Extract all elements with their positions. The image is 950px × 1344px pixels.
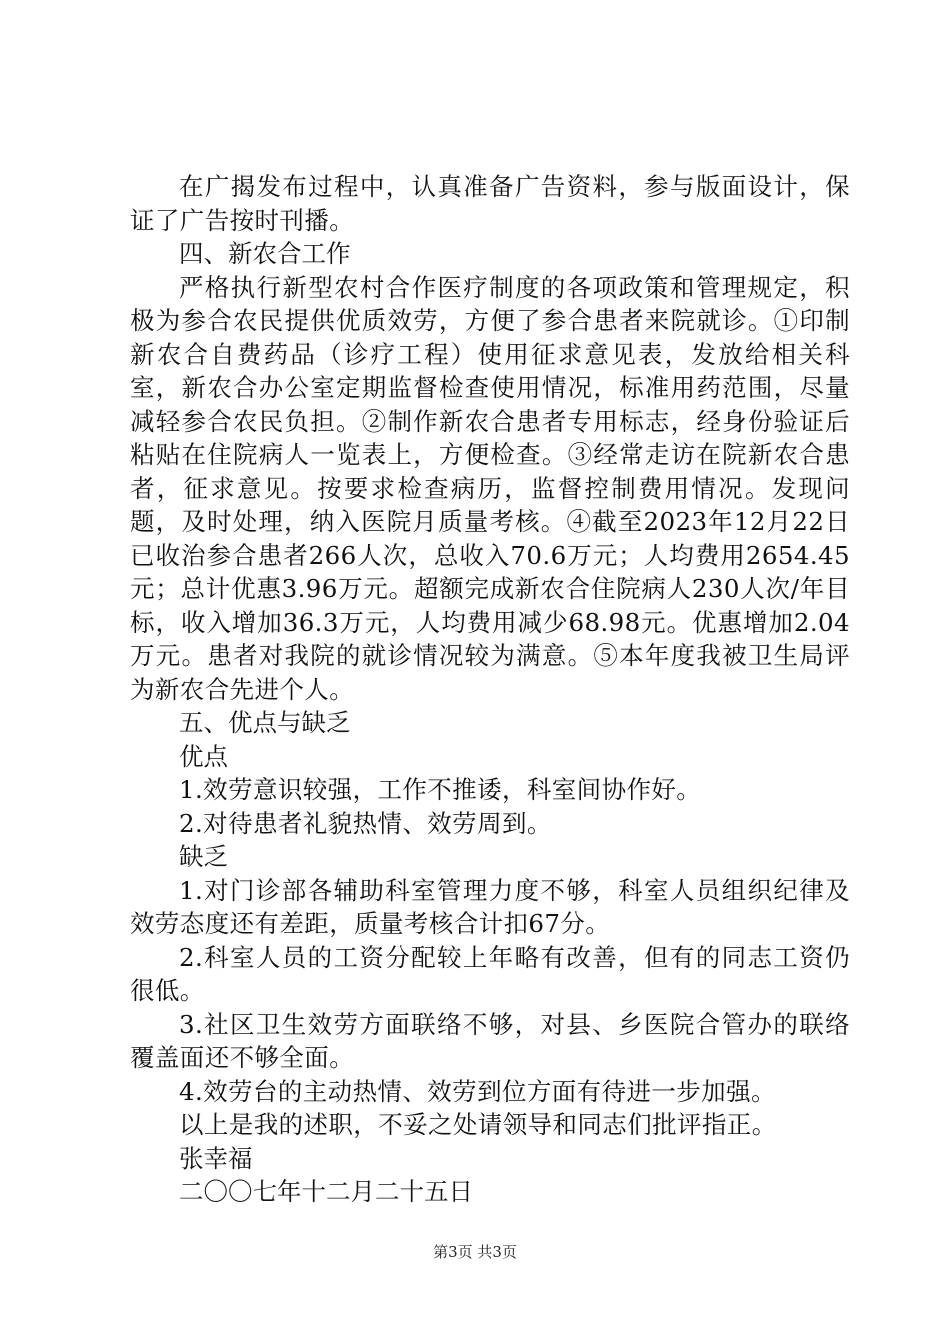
signature-date: 二〇〇七年十二月二十五日 bbox=[179, 1177, 473, 1206]
signature-name: 张幸福 bbox=[179, 1143, 253, 1173]
paragraph-ad-publishing: 在广揭发布过程中，认真准备广告资料，参与版面设计，保证了广告按时刊播。 bbox=[130, 172, 850, 235]
weakness-item-1: 1.对门诊部各辅助科室管理力度不够，科室人员组织纪律及效劳态度还有差距，质量考核合计扣67分。 bbox=[130, 875, 850, 938]
strength-item-2: 2.对待患者礼貌热情、效劳周到。 bbox=[179, 808, 552, 838]
closing-statement: 以上是我的述职，不妥之处请领导和同志们批评指正。 bbox=[179, 1110, 777, 1139]
weakness-item-2: 2.科室人员的工资分配较上年略有改善，但有的同志工资仍很低。 bbox=[130, 942, 850, 1005]
page-footer: 第3页 共3页 bbox=[433, 1243, 517, 1261]
subheading-strengths: 优点 bbox=[179, 741, 228, 771]
subheading-weaknesses: 缺乏 bbox=[179, 842, 228, 871]
document-body bbox=[130, 170, 850, 1209]
section-heading-strengths-weaknesses: 五、优点与缺乏 bbox=[179, 708, 351, 737]
section-heading-ncms: 四、新农合工作 bbox=[179, 239, 351, 268]
weakness-item-3: 3.社区卫生效劳方面联络不够，对县、乡医院合管办的联络覆盖面还不够全面。 bbox=[130, 1009, 850, 1072]
weakness-item-4: 4.效劳台的主动热情、效劳到位方面有待进一步加强。 bbox=[179, 1076, 776, 1106]
strength-item-1: 1.效劳意识较强，工作不推诿，科室间协作好。 bbox=[179, 775, 702, 804]
paragraph-ncms-work: 严格执行新型农村合作医疗制度的各项政策和管理规定，积极为参合农民提供优质效劳，方便了参合患者来院就诊。①印制新农合自费药品（诊疗工程）使用征求意见表，发放给相关科室，新农合办公室定期监督检查使用情况，标准用药范围，尽量减轻参合农民负担。②制作新农合患者专用标志，经身份验证后粘贴在住院病人一览表上，方便检查。③经常走访在院新农合患者，征求意见。按要求检查病历，监督控制费用情况。发现问题，及时处理，纳入医院月质量考核。④截至2023年12月22日已收治参合患者266人次，总收入70.6万元；人均费用2654.45元；总计优惠3.96万元。超额完成新农合住院病人230人次/年目标，收入增加36.3万元，人均费用减少68.98元。优惠增加2.04万元。患者对我院的就诊情况较为满意。⑤本年度我被卫生局评为新农合先进个人。 bbox=[130, 272, 850, 704]
